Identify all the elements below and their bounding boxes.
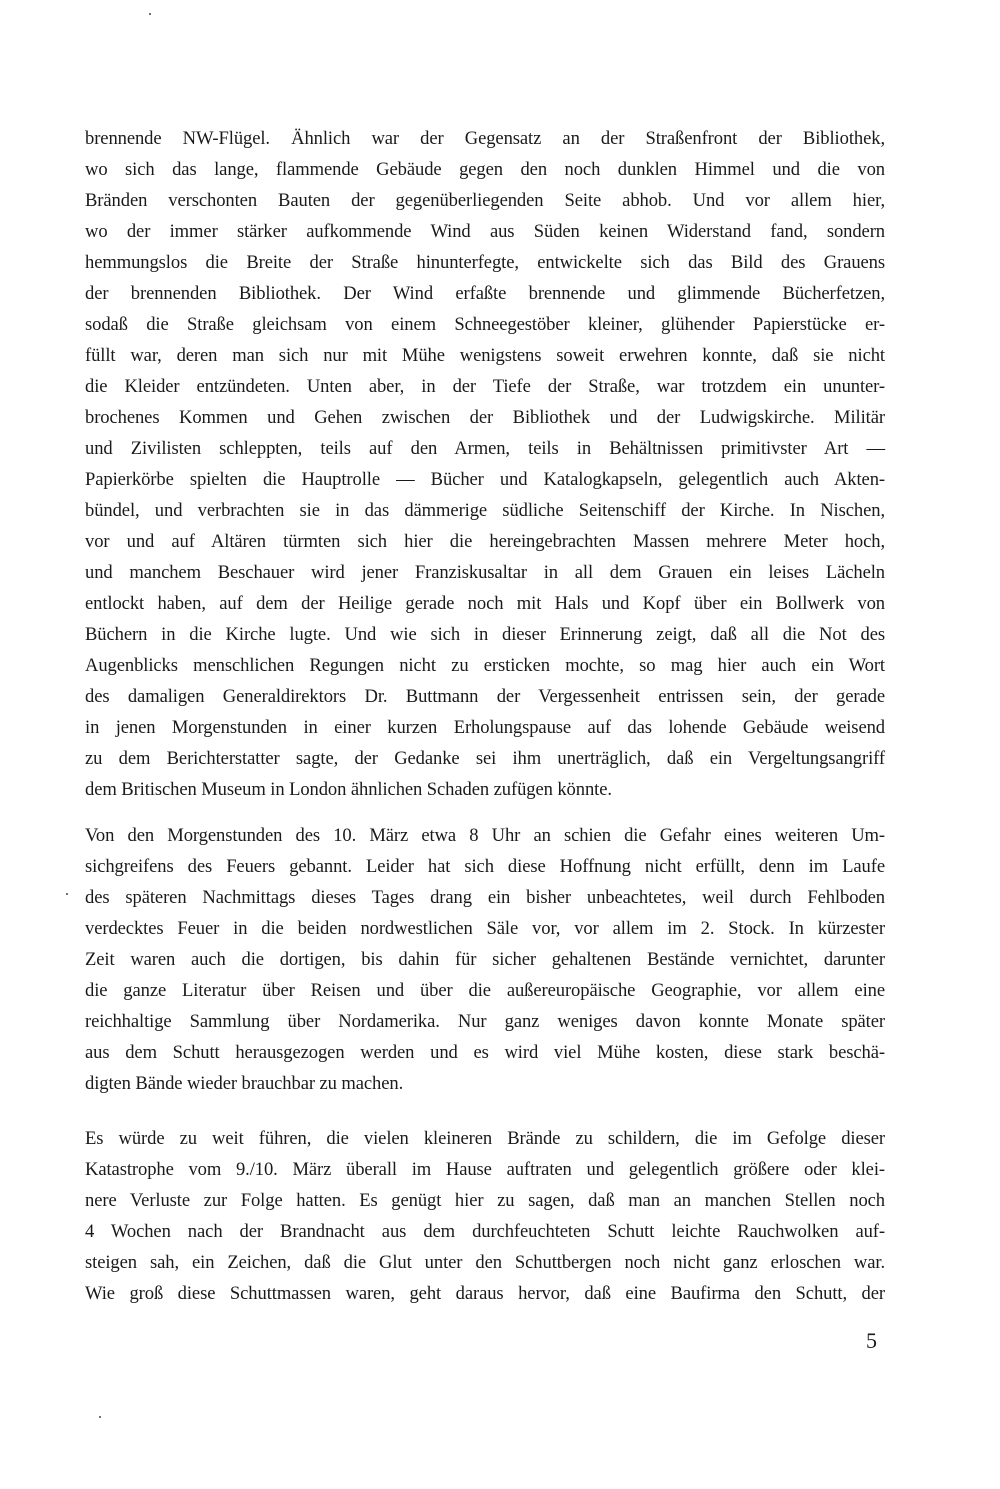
text-line: des späteren Nachmittags dieses Tages drang ein bisher unbeachtetes, weil durch Fehlboden [85, 887, 885, 908]
text-line: dem Britischen Museum in London ähnlichen Schaden zufügen könnte. [85, 779, 612, 800]
text-line: Papierkörbe spielten die Hauptrolle — Bücher und Katalogkapseln, gelegentlich auch Akten- [85, 469, 885, 490]
text-line: füllt war, deren man sich nur mit Mühe wenigstens soweit erwehren konnte, daß sie nicht [85, 345, 885, 366]
text-line: steigen sah, ein Zeichen, daß die Glut unter den Schuttbergen noch nicht ganz erloschen war. [85, 1252, 885, 1273]
text-line: verdecktes Feuer in die beiden nordwestlichen Säle vor, vor allem im 2. Stock. In kürzester [85, 918, 885, 939]
text-line: Büchern in die Kirche lugte. Und wie sich in dieser Erinnerung zeigt, daß all die Not des [85, 624, 885, 645]
text-line: Katastrophe vom 9./10. März überall im Hause auftraten und gelegentlich größere oder klei- [85, 1159, 885, 1180]
text-line: die Kleider entzündeten. Unten aber, in der Tiefe der Straße, war trotzdem ein ununter- [85, 376, 885, 397]
scan-speck [66, 893, 68, 895]
text-line: Zeit waren auch die dortigen, bis dahin für sicher gehaltenen Bestände vernichtet, darunter [85, 949, 885, 970]
text-line: und Zivilisten schleppten, teils auf den Armen, teils in Behältnissen primitivster Art — [85, 438, 885, 459]
text-line: der brennenden Bibliothek. Der Wind erfaßte brennende und glimmende Bücherfetzen, [85, 283, 885, 304]
text-line: sodaß die Straße gleichsam von einem Schneegestöber kleiner, glühender Papierstücke er- [85, 314, 885, 335]
text-line: brochenes Kommen und Gehen zwischen der Bibliothek und der Ludwigskirche. Militär [85, 407, 885, 428]
scan-speck [99, 1416, 101, 1418]
text-line: bündel, und verbrachten sie in das dämmerige südliche Seitenschiff der Kirche. In Nischen, [85, 500, 885, 521]
text-line: vor und auf Altären türmten sich hier die hereingebrachten Massen mehrere Meter hoch, [85, 531, 885, 552]
text-line: und manchem Beschauer wird jener Franziskusaltar in all dem Grauen ein leises Lächeln [85, 562, 885, 583]
text-line: des damaligen Generaldirektors Dr. Buttmann der Vergessenheit entrissen sein, der gerade [85, 686, 885, 707]
text-line: brennende NW-Flügel. Ähnlich war der Gegensatz an der Straßenfront der Bibliothek, [85, 128, 885, 149]
text-line: hemmungslos die Breite der Straße hinunterfegte, entwickelte sich das Bild des Grauens [85, 252, 885, 273]
text-line: wo sich das lange, flammende Gebäude gegen den noch dunklen Himmel und die von [85, 159, 885, 180]
text-line: Wie groß diese Schuttmassen waren, geht daraus hervor, daß eine Baufirma den Schutt, der [85, 1283, 885, 1304]
text-line: die ganze Literatur über Reisen und über die außereuropäische Geographie, vor allem eine [85, 980, 885, 1001]
text-line: entlockt haben, auf dem der Heilige gerade noch mit Hals und Kopf über ein Bollwerk von [85, 593, 885, 614]
scan-speck [149, 13, 151, 15]
text-line: digten Bände wieder brauchbar zu machen. [85, 1073, 404, 1094]
text-line: aus dem Schutt herausgezogen werden und es wird viel Mühe kosten, diese stark beschä- [85, 1042, 885, 1063]
text-line: nere Verluste zur Folge hatten. Es genügt hier zu sagen, daß man an manchen Stellen noch [85, 1190, 885, 1211]
text-line: Von den Morgenstunden des 10. März etwa 8 Uhr an schien die Gefahr eines weiteren Um- [85, 825, 885, 846]
text-line: reichhaltige Sammlung über Nordamerika. Nur ganz weniges davon konnte Monate später [85, 1011, 885, 1032]
text-line: wo der immer stärker aufkommende Wind aus Süden keinen Widerstand fand, sondern [85, 221, 885, 242]
text-line: sichgreifens des Feuers gebannt. Leider hat sich diese Hoffnung nicht erfüllt, denn im Laufe [85, 856, 885, 877]
text-line: zu dem Berichterstatter sagte, der Gedanke sei ihm unerträglich, daß ein Vergeltungsangriff [85, 748, 885, 769]
text-line: Bränden verschonten Bauten der gegenüberliegenden Seite abhob. Und vor allem hier, [85, 190, 885, 211]
text-line: in jenen Morgenstunden in einer kurzen Erholungspause auf das lohende Gebäude weisend [85, 717, 885, 738]
text-line: Augenblicks menschlichen Regungen nicht zu ersticken mochte, so mag hier auch ein Wort [85, 655, 885, 676]
text-line: 4 Wochen nach der Brandnacht aus dem durchfeuchteten Schutt leichte Rauchwolken auf- [85, 1221, 885, 1242]
page-number: 5 [866, 1328, 877, 1353]
text-line: Es würde zu weit führen, die vielen kleineren Brände zu schildern, die im Gefolge dieser [85, 1128, 885, 1149]
